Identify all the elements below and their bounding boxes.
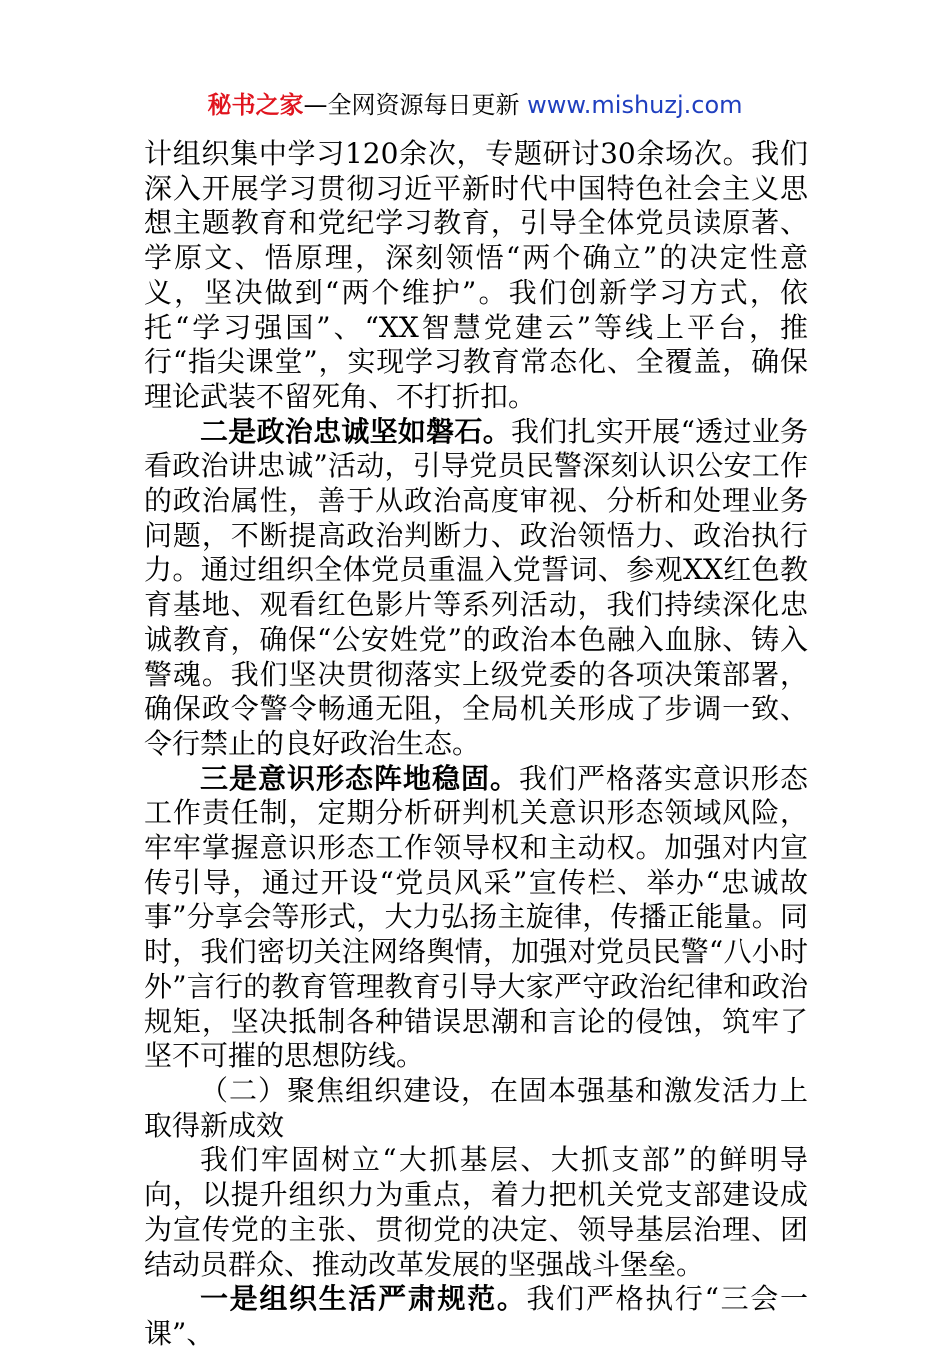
paragraph-organization-intro xyxy=(144,1143,808,1282)
paragraph-text: 计组织集中学习120余次，专题研讨30余场次。我们深入开展学习贯彻习近平新时代中国特色社会主义思想主题教育和党纪学习教育，引导全体党员读原著、学原文、悟原理，深刻领悟“两个确立”的决定性意义，坚决做到“两个维护”。我们创新学习方式，依托“学习强国”、“XX智慧党建云”等线上平台，推行“指尖课堂”，实现学习教育常态化、全覆盖，确保理论武装不留死角、不打折扣。 xyxy=(144,137,808,413)
header-url-link[interactable]: www.mishuzj.com xyxy=(527,91,743,119)
header-slogan: 全网资源每日更新 xyxy=(327,91,520,119)
paragraph-continuation xyxy=(144,137,808,415)
header-separator: — xyxy=(303,91,328,119)
page-header xyxy=(0,88,950,122)
paragraph-lead-heading: 二是政治忠诚坚如磐石。 xyxy=(200,414,511,448)
section-heading xyxy=(144,1074,808,1143)
paragraph-ideology xyxy=(144,762,808,1074)
paragraph-political-loyalty xyxy=(144,415,808,762)
paragraph-text: 我们严格落实意识形态工作责任制，定期分析研判机关意识形态领域风险，牢牢掌握意识形态工作领导权和主动权。加强对内宣传引导，通过开设“党员风采”宣传栏、举办“忠诚故事”分享会等形式，大力弘扬主旋律，传播正能量。同时，我们密切关注网络舆情，加强对党员民警“八小时外”言行的教育管理教育引导大家严守政治纪律和政治规矩，坚决抵制各种错误思潮和言论的侵蚀，筑牢了坚不可摧的思想防线。 xyxy=(144,761,808,1073)
paragraph-text: 我们严格执行“三会一课”、 xyxy=(144,1282,808,1350)
section-heading-text: （二）聚焦组织建设，在固本强基和激发活力上取得新成效 xyxy=(144,1073,808,1142)
document-body xyxy=(144,137,808,1352)
paragraph-text: 我们扎实开展“透过业务看政治讲忠诚”活动，引导党员民警深刻认识公安工作的政治属性，善于从政治高度审视、分析和处理业务问题，不断提高政治判断力、政治领悟力、政治执行力。通过组织全体党员重温入党誓词、参观XX红色教育基地、观看红色影片等系列活动，我们持续深化忠诚教育，确保“公安姓党”的政治本色融入血脉、铸入警魂。我们坚决贯彻落实上级党委的各项决策部署，确保政令警令畅通无阻，全局机关形成了步调一致、令行禁止的良好政治生态。 xyxy=(144,414,808,760)
brand-name: 秘书之家 xyxy=(207,91,304,119)
paragraph-organization-life xyxy=(144,1282,808,1351)
paragraph-lead-heading: 一是组织生活严肃规范。 xyxy=(200,1282,527,1316)
paragraph-lead-heading: 三是意识形态阵地稳固。 xyxy=(200,761,519,795)
paragraph-text: 我们牢固树立“大抓基层、大抓支部”的鲜明导向，以提升组织力为重点，着力把机关党支部建设成为宣传党的主张、贯彻党的决定、领导基层治理、团结动员群众、推动改革发展的坚强战斗堡垒。 xyxy=(144,1143,808,1281)
